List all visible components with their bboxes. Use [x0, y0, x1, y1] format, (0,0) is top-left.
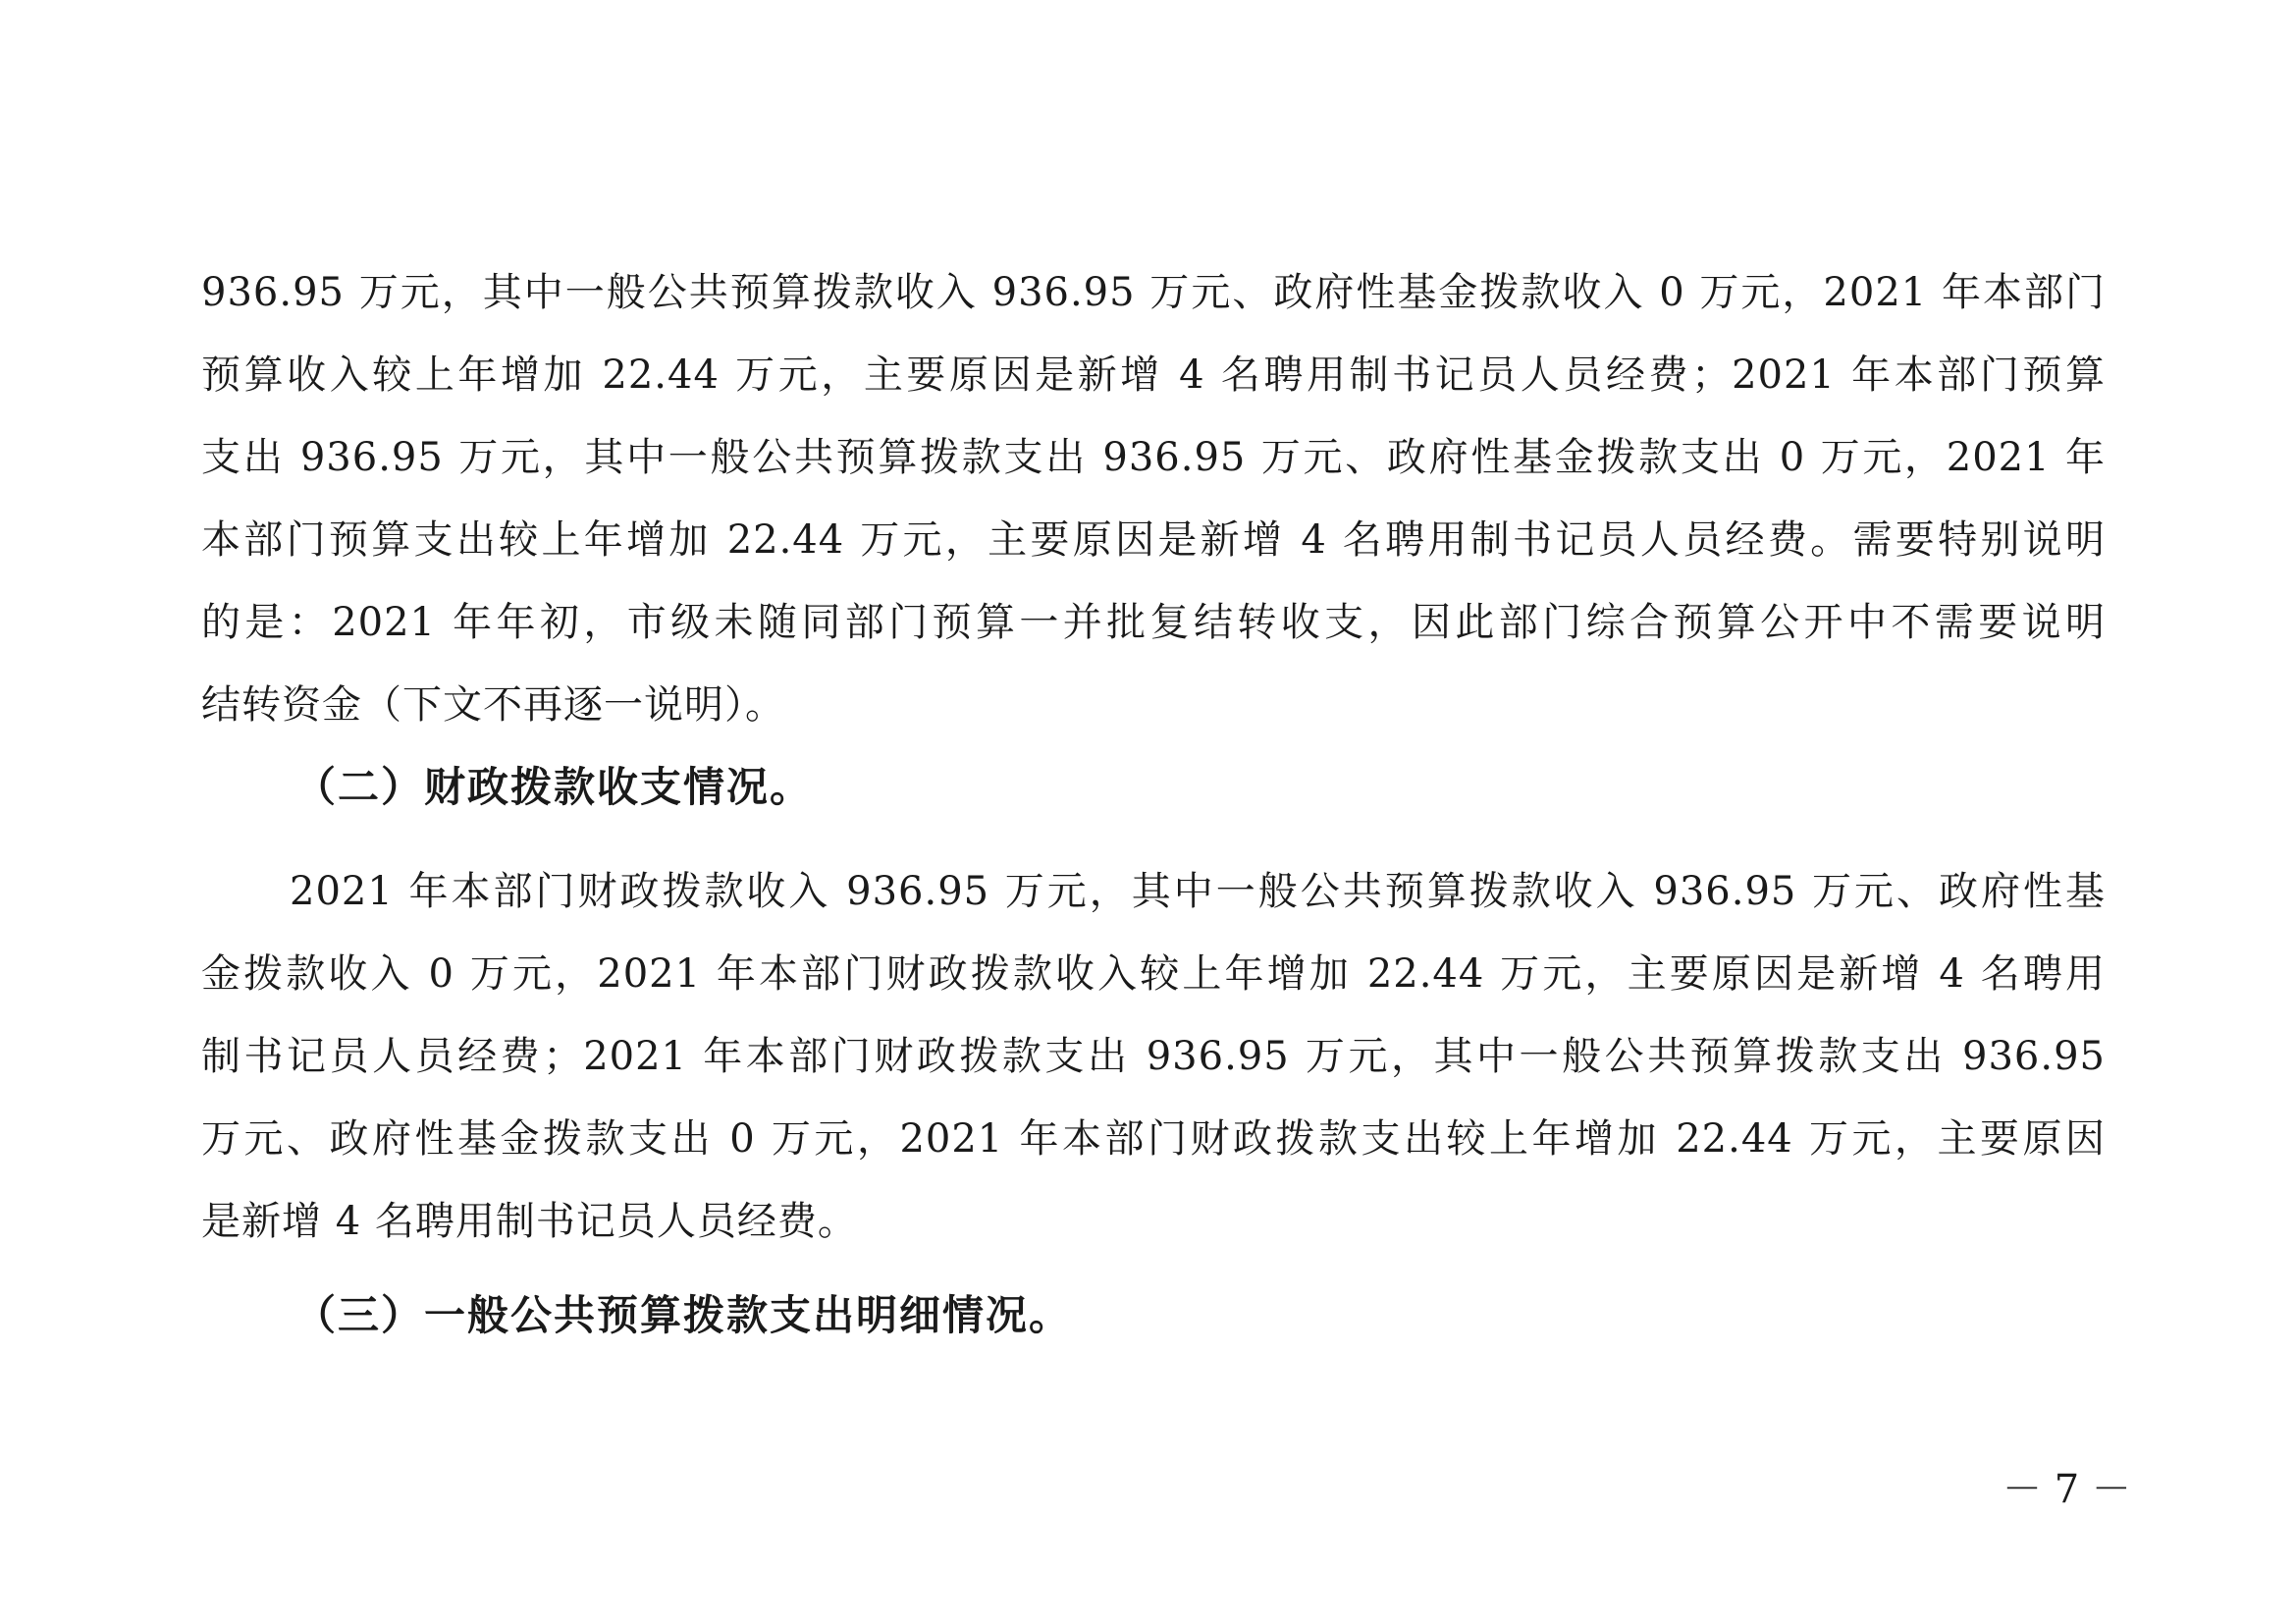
paragraph-1-line-5: 的是：2021 年年初，市级未随同部门预算一并批复结转收支，因此部门综合预算公开中不需要说明	[201, 600, 2106, 645]
paragraph-1-line-3: 支出 936.95 万元，其中一般公共预算拨款支出 936.95 万元、政府性基金拨款支出 0 万元，2021 年	[201, 435, 2106, 480]
paragraph-2-line-1: 2021 年本部门财政拨款收入 936.95 万元，其中一般公共预算拨款收入 936.95 万元、政府性基	[290, 869, 2106, 914]
paragraph-2-line-4: 万元、政府性基金拨款支出 0 万元，2021 年本部门财政拨款支出较上年增加 22.44 万元，主要原因	[201, 1116, 2106, 1162]
paragraph-2-line-5: 是新增 4 名聘用制书记员人员经费。	[201, 1199, 858, 1244]
paragraph-2-line-2: 金拨款收入 0 万元，2021 年本部门财政拨款收入较上年增加 22.44 万元，主要原因是新增 4 名聘用	[201, 951, 2106, 997]
paragraph-1-line-6: 结转资金（下文不再逐一说明）。	[201, 682, 785, 728]
page-number: － 7 －	[2002, 1467, 2131, 1512]
paragraph-1-line-2: 预算收入较上年增加 22.44 万元，主要原因是新增 4 名聘用制书记员人员经费；2021 年本部门预算	[201, 352, 2106, 398]
section-heading-3: （三）一般公共预算拨款支出明细情况。	[294, 1291, 1073, 1339]
paragraph-2-line-3: 制书记员人员经费；2021 年本部门财政拨款支出 936.95 万元，其中一般公共预算拨款支出 936.95	[201, 1034, 2106, 1079]
paragraph-1-line-1: 936.95 万元，其中一般公共预算拨款收入 936.95 万元、政府性基金拨款收入 0 万元，2021 年本部门	[201, 270, 2106, 315]
section-heading-2: （二）财政拨款收支情况。	[294, 763, 814, 811]
paragraph-1-line-4: 本部门预算支出较上年增加 22.44 万元，主要原因是新增 4 名聘用制书记员人员经费。需要特别说明	[201, 517, 2106, 563]
